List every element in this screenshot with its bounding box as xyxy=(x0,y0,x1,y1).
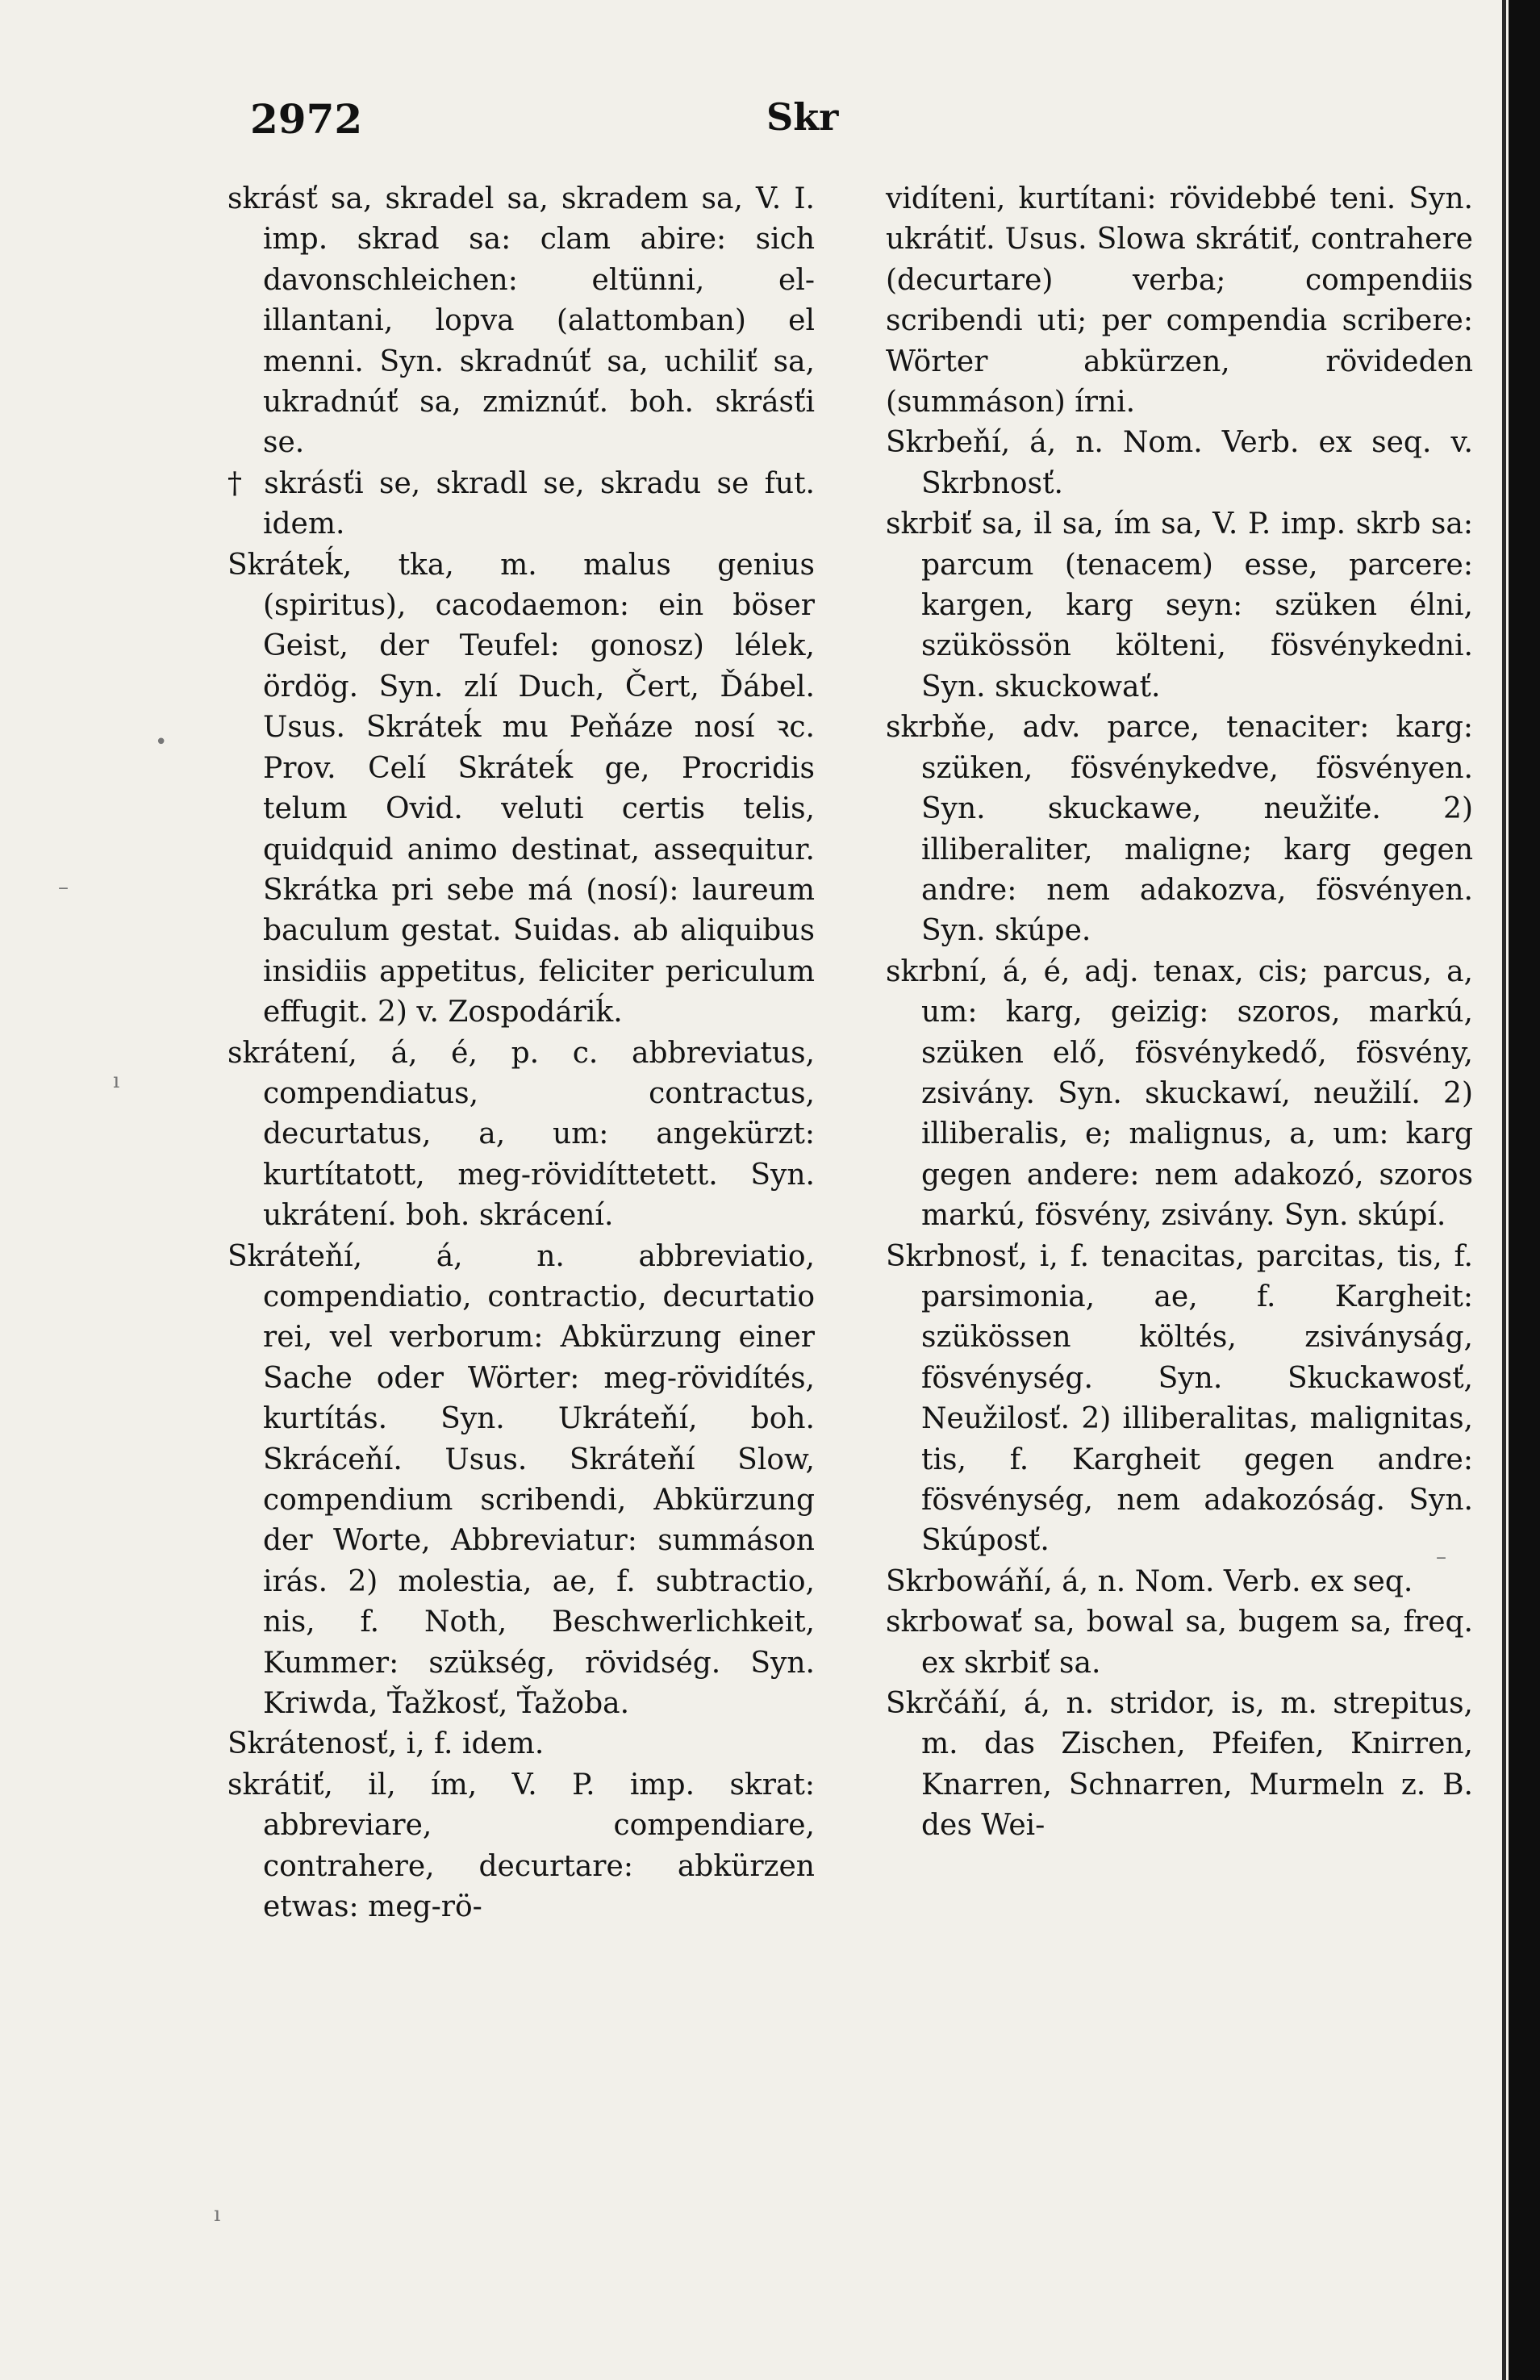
running-head: Skr xyxy=(766,95,839,139)
dictionary-entry: skrátení, á, é, p. c. abbreviatus, compendiatus, contractus, decurtatus, a, um: angekürzt: kurtítatott, meg-rövidíttetett. Syn. ukrátení. boh. skrácení. xyxy=(227,1036,815,1233)
margin-speck: ı xyxy=(113,1069,120,1093)
dictionary-entry: Skrčáňí, á, n. stridor, is, m. strepitus, m. das Zischen, Pfeifen, Knirren, Knarren, Schnarren, Murmeln z. B. des Wei- xyxy=(886,1687,1473,1843)
dictionary-entry: skrásť sa, skradel sa, skradem sa, V. I. imp. skrad sa: clam abire: sich davonschleichen: eltünni, el-illantani, lopva (alattomban) el menni. Syn. skradnúť sa, uchiliť sa, ukradnúť sa, zmiznúť. boh. skrásťi se. xyxy=(227,182,815,460)
dictionary-entry: skrbiť sa, il sa, ím sa, V. P. imp. skrb sa: parcum (tenacem) esse, parcere: kargen, karg seyn: szüken élni, szükössön költeni, fösvénykedni. Syn. skuckowať. xyxy=(886,507,1473,704)
dictionary-entry: Skráteňí, á, n. abbreviatio, compendiatio, contractio, decurtatio rei, vel verborum: Abkürzung einer Sache oder Wörter: meg-rövidítés, kurtítás. Syn. Ukráteňí, boh. Skráceňí. Usus. Skráteňí Slow, compendium scribendi, Abkürzung der Worte, Abbreviatur: summáson irás. 2) molestia, ae, f. subtractio, nis, f. Noth, Beschwerlichkeit, Kummer: szükség, rövidség. Syn. Kriwda, Ťažkosť, Ťažoba. xyxy=(227,1239,815,1721)
dictionary-entry: vidíteni, kurtítani: rövidebbé teni. Syn. ukrátiť. Usus. Slowa skrátiť, contrahere (decurtare) verba; compendiis scribendi uti; per compendia scribere: Wörter abkürzen, rövideden (summáson) írni. xyxy=(886,182,1473,420)
margin-speck: – xyxy=(58,875,69,900)
right-column xyxy=(886,179,1473,1847)
dictionary-entry: skrbní, á, é, adj. tenax, cis; parcus, a, um: karg, geizig: szoros, markú, szüken elő, fösvénykedő, fösvény, zsivány. Syn. skuckawí, neužilí. 2) illiberalis, e; malignus, a, um: karg gegen andere: nem adakozó, szoros markú, fösvény, zsivány. Syn. skúpí. xyxy=(886,954,1473,1233)
margin-speck: – xyxy=(1436,1545,1446,1569)
left-column xyxy=(227,179,815,1927)
dictionary-entry: skrbňe, adv. parce, tenaciter: karg: szüken, fösvénykedve, fösvényen. Syn. skuckawe, neužiťe. 2) illiberaliter, maligne; karg gegen andre: nem adakozva, fösvényen. Syn. skúpe. xyxy=(886,711,1473,948)
margin-speck: • xyxy=(155,730,168,754)
scan-border xyxy=(1509,0,1540,2380)
dictionary-entry: † skrásťi se, skradl se, skradu se fut. idem. xyxy=(227,466,815,541)
dictionary-entry: Skráteḱ, tka, m. malus genius (spiritus), cacodaemon: ein böser Geist, der Teufel: gonosz) lélek, ördög. Syn. zlí Duch, Čert, Ďábel. Usus. Skráteḱ mu Peňáze nosí ꝛc. Prov. Celí Skráteḱ ge, Procridis telum Ovid. veluti certis telis, quidquid animo destinat, assequitur. Skrátka pri sebe má (nosí): laureum baculum gestat. Suidas. ab aliquibus insidiis appetitus, feliciter periculum effugit. 2) v. Zospodáriḱ. xyxy=(227,548,815,1029)
dictionary-entry: Skrbeňí, á, n. Nom. Verb. ex seq. v. Skrbnosť. xyxy=(886,426,1473,500)
dictionary-entry: skrbowať sa, bowal sa, bugem sa, freq. ex skrbiť sa. xyxy=(886,1605,1473,1680)
page-number: 2972 xyxy=(250,95,363,143)
dictionary-entry: Skrbnosť, i, f. tenacitas, parcitas, tis, f. parsimonia, ae, f. Kargheit: szükössen költés, zsiványság, fösvénység. Syn. Skuckawosť, Neužilosť. 2) illiberalitas, malignitas, tis, f. Kargheit gegen andre: fösvénység, nem adakozóság. Syn. Skúposť. xyxy=(886,1239,1473,1558)
margin-speck: ı xyxy=(214,2203,221,2227)
page-edge-line xyxy=(1502,0,1506,2380)
dictionary-entry: skrátiť, il, ím, V. P. imp. skrat: abbreviare, compendiare, contrahere, decurtare: abkürzen etwas: meg-rö- xyxy=(227,1768,815,1924)
dictionary-entry: Skrátenosť, i, f. idem. xyxy=(227,1727,545,1761)
dictionary-entry: Skrbowáňí, á, n. Nom. Verb. ex seq. xyxy=(886,1564,1413,1598)
